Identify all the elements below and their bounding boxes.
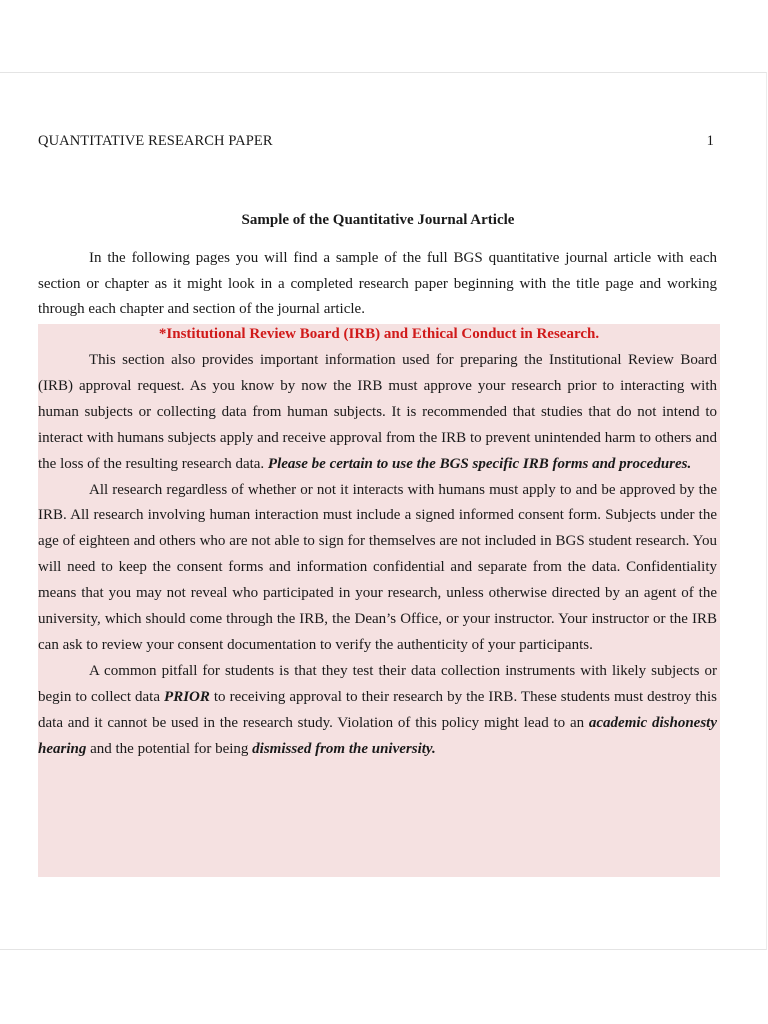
running-head-title: QUANTITATIVE RESEARCH PAPER [38, 133, 273, 149]
irb-section-heading: *Institutional Review Board (IRB) and Ethical Conduct in Research. [158, 326, 600, 342]
running-head [38, 133, 718, 153]
irb-paragraph-1-text: This section also provides important information used for preparing the Institutional Review Board (IRB) approval request. As you know by now the IRB must approve your research prior to interacting with human subjects or collecting data from human subjects. It is recommended that studies that do not intend to interact with humans subjects apply and receive approval from the IRB to prevent unintended harm to others and the loss of the resulting research data. [38, 352, 717, 472]
page-number: 1 [706, 133, 714, 149]
irb-paragraph-1-emphasis: Please be certain to use the BGS specific IRB forms and procedures. [267, 455, 692, 472]
irb-paragraph-3-emphasis-1: academic dishonesty hearing [38, 714, 717, 757]
irb-paragraph-3-part-1: A common pitfall for students is that they test their data collection instruments with likely subjects or begin to collect data [38, 662, 717, 705]
intro-text: In the following pages you will find a sample of the full BGS quantitative journal article with each section or chapter as it might look in a completed research paper beginning with the title page and working through each chapter and section of the journal article. [38, 250, 717, 317]
irb-paragraph-2: All research regardless of whether or not it interacts with humans must apply to and be approved by the IRB. All research involving human interaction must include a signed informed consent form. Subjects under the age of eighteen and others who are not able to sign for themselves are not included in BGS student research. You will need to keep the consent forms and information confidential and separate from the data. Confidentiality means that you may not reveal who participated in your research, unless otherwise directed by an agent of the university, which should come through the IRB, the Dean’s Office, or your instructor. Your instructor or the IRB can ask to review your consent documentation to verify the authenticity of your participants. [38, 481, 717, 653]
irb-paragraph-1 [38, 348, 717, 478]
document-title: Sample of the Quantitative Journal Article [241, 212, 515, 228]
irb-paragraph-3-part-3: and the potential for being [86, 740, 253, 757]
irb-paragraph-3-prior: PRIOR [164, 688, 210, 705]
intro-paragraph [38, 246, 717, 323]
irb-section-body [38, 348, 717, 763]
irb-paragraph-3-emphasis-2: dismissed from the university. [252, 740, 436, 757]
irb-paragraph-3-part-2: to receiving approval to their research by the IRB. These students must destroy this data and it cannot be used in the research study. Violation of this policy might lead to an [38, 688, 717, 731]
irb-paragraph-3 [38, 659, 717, 763]
